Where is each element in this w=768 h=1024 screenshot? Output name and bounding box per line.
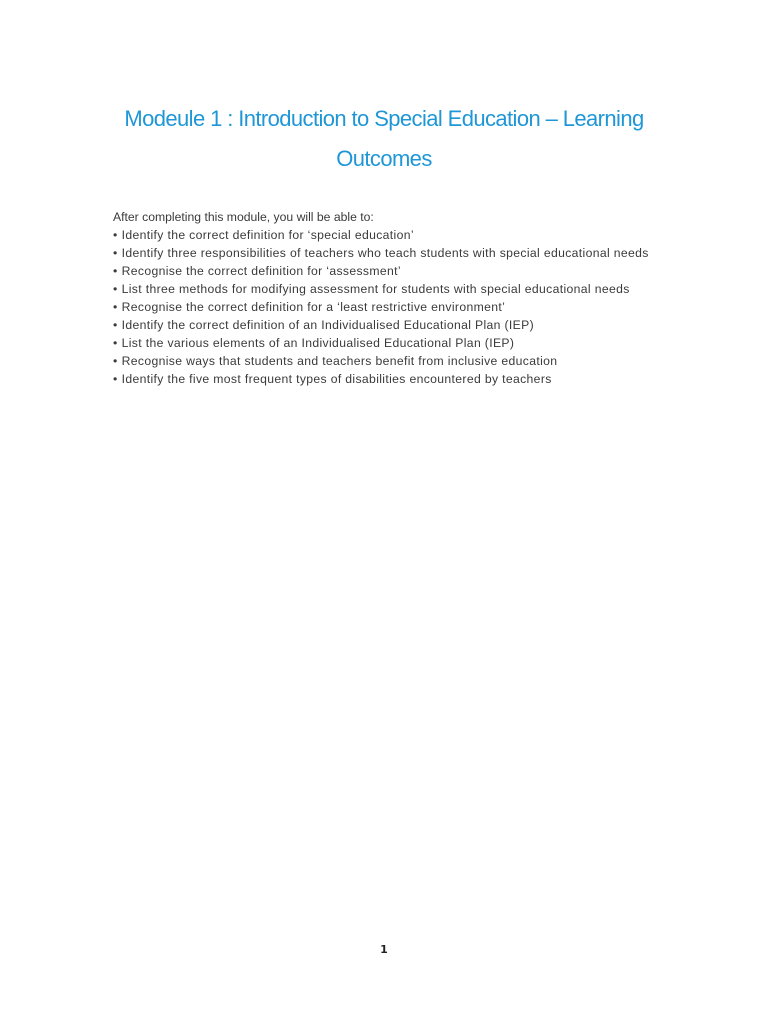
list-item (113, 262, 653, 280)
outcomes-list (113, 226, 653, 388)
list-item (113, 244, 653, 262)
outcome-text: List the various elements of an Individualised Educational Plan (IEP) (121, 336, 515, 350)
bullet-icon: • (113, 300, 118, 314)
outcome-text: List three methods for modifying assessment for students with special educational needs (121, 282, 630, 296)
outcome-text: Recognise the correct definition for ‘assessment’ (121, 264, 401, 278)
bullet-icon: • (113, 264, 118, 278)
bullet-icon: • (113, 354, 118, 368)
outcome-text: Recognise ways that students and teachers benefit from inclusive education (121, 354, 558, 368)
bullet-icon: • (113, 246, 118, 260)
intro-text: After completing this module, you will be able to: (113, 210, 374, 224)
list-item (113, 316, 653, 334)
bullet-icon: • (113, 318, 118, 332)
outcome-text: Recognise the correct definition for a ‘least restrictive environment’ (121, 300, 506, 314)
bullet-icon: • (113, 372, 118, 386)
learning-outcomes-section (113, 208, 653, 388)
list-item (113, 334, 653, 352)
list-item (113, 226, 653, 244)
list-item (113, 370, 653, 388)
page-title: Modeule 1 : Introduction to Special Education – Learning Outcomes (124, 106, 644, 171)
bullet-icon: • (113, 282, 118, 296)
page-number: 1 (380, 943, 388, 956)
bullet-icon: • (113, 228, 118, 242)
outcome-text: Identify the five most frequent types of disabilities encountered by teachers (121, 372, 552, 386)
list-item (113, 298, 653, 316)
list-item (113, 352, 653, 370)
bullet-icon: • (113, 336, 118, 350)
outcome-text: Identify the correct definition of an Individualised Educational Plan (IEP) (121, 318, 535, 332)
outcome-text: Identify the correct definition for ‘special education’ (121, 228, 414, 242)
outcome-text: Identify three responsibilities of teachers who teach students with special educational needs (121, 246, 649, 260)
list-item (113, 280, 653, 298)
